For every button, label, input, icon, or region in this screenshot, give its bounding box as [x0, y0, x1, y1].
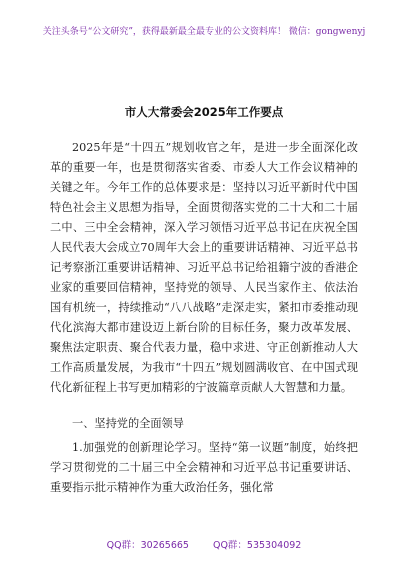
section-heading: 一、坚持党的全面领导	[72, 417, 184, 430]
footer-contact	[0, 537, 408, 551]
footer-qq-group-1: QQ群：30265665	[106, 540, 189, 551]
document-title: 市人大常委会2025年工作要点	[124, 105, 284, 119]
document-body	[50, 138, 358, 502]
intro-paragraph: 2025年是“十四五”规划收官之年，是进一步全面深化改革的重要一年，也是贯彻落实省委、市委人大工作会议精神的关键之年。今年工作的总体要求是：坚持以习近平新时代中国特色社会主义思想为指导，全面贯彻落实党的二十大和二十届二中、三中全会精神，深入学习领悟习近平总书记在庆祝全国人民代表大会成立70周年大会上的重要讲话精神、习近平总书记考察浙江重要讲话精神、习近平总书记给祖籍宁波的香港企业家的重要回信精神，坚持党的领导、人民当家作主、依法治国有机统一，持续推动“八八战略”走深走实，紧扣市委推动现代化滨海大都市建设迈上新台阶的目标任务，聚力改革发展、聚焦法定职责、聚合代表力量，稳中求进、守正创新推动人大工作高质量发展，为我市“十四五”规划圆满收官、在中国式现代化新征程上书写更加精彩的宁波篇章贡献人大智慧和力量。	[50, 141, 358, 394]
section-item-paragraph: 1.加强党的创新理论学习。坚持“第一议题”制度，始终把学习贯彻党的二十届三中全会精神和习近平总书记重要讲话、重要指示批示精神作为重大政治任务，强化常	[50, 441, 358, 494]
header-banner: 关注头条号“公文研究”，获得最新最全最专业的公文资料库！ 微信：gongwenyj	[42, 27, 366, 37]
footer-qq-group-2: QQ群：535304092	[212, 540, 302, 551]
